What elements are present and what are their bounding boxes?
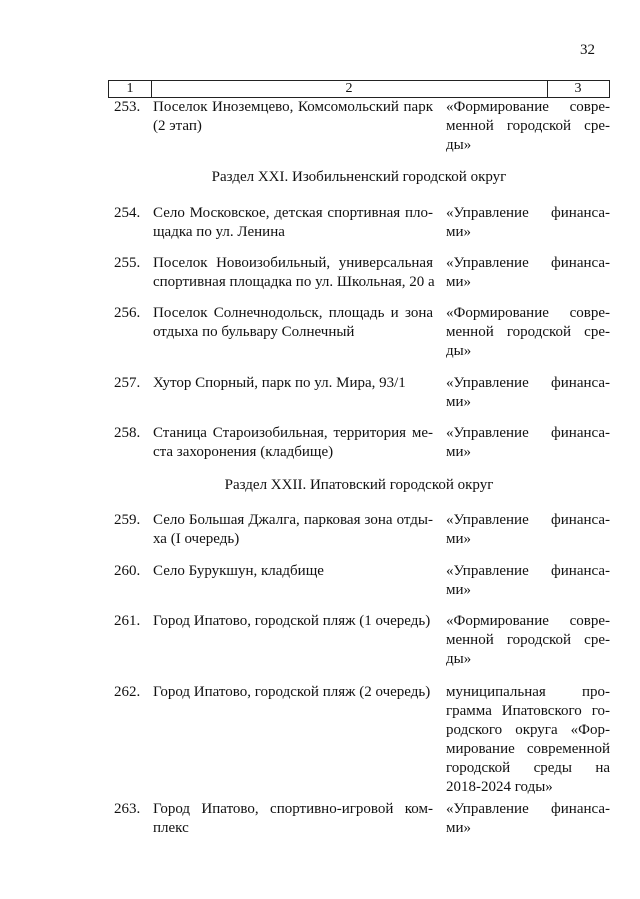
text-line: менной городской сре-: [446, 324, 610, 340]
text-line: «Формирование совре-: [446, 613, 610, 629]
text-line: родского округа «Фор-: [446, 722, 610, 738]
text-line: мирование современной: [446, 741, 610, 757]
text-line: отдыха по бульвару Солнечный: [153, 324, 355, 340]
text-line: ды»: [446, 651, 472, 667]
text-line: ми»: [446, 820, 472, 836]
text-line: «Управление финанса-: [446, 425, 610, 441]
text-line: городской среды на: [446, 760, 610, 776]
text-line: Село Большая Джалга, парковая зона отды-: [153, 512, 433, 528]
row-program: [446, 683, 610, 797]
text-line: Станица Староизобильная, территория ме-: [153, 425, 433, 441]
row-description: [153, 254, 433, 292]
text-line: муниципальная про-: [446, 684, 610, 700]
row-description: [153, 374, 433, 393]
text-line: ха (I очередь): [153, 531, 240, 547]
text-line: «Управление финанса-: [446, 205, 610, 221]
text-line: ды»: [446, 137, 472, 153]
row-program: [446, 612, 610, 669]
row-program: [446, 374, 610, 412]
text-line: «Управление финанса-: [446, 563, 610, 579]
row-number: 255.: [114, 255, 141, 271]
section-title: Раздел XXII. Ипатовский городской округ: [224, 477, 494, 493]
text-line: Село Московское, детская спортивная пло-: [153, 205, 433, 221]
row-program: [446, 204, 610, 242]
row-description: [153, 304, 433, 342]
row-number: 259.: [114, 512, 141, 528]
text-line: Город Ипатово, спортивно-игровой ком-: [153, 801, 433, 817]
text-line: «Управление финанса-: [446, 801, 610, 817]
table-header-row: [108, 80, 610, 98]
text-line: ми»: [446, 394, 472, 410]
text-line: Город Ипатово, городской пляж (1 очередь): [153, 613, 431, 629]
header-cell-2: 2: [151, 81, 548, 97]
row-number: 256.: [114, 305, 141, 321]
text-line: «Управление финанса-: [446, 512, 610, 528]
text-line: ми»: [446, 224, 472, 240]
row-description: [153, 98, 433, 136]
text-line: ми»: [446, 274, 472, 290]
text-line: Поселок Солнечнодольск, площадь и зона: [153, 305, 433, 321]
row-number: 258.: [114, 425, 141, 441]
text-line: Город Ипатово, городской пляж (2 очередь): [153, 684, 431, 700]
row-program: [446, 304, 610, 361]
row-program: [446, 424, 610, 462]
text-line: 2018-2024 годы»: [446, 779, 553, 795]
text-line: менной городской сре-: [446, 632, 610, 648]
text-line: ми»: [446, 444, 472, 460]
page-number: 32: [580, 42, 595, 58]
row-program: [446, 800, 610, 838]
row-description: [153, 612, 433, 631]
text-line: «Управление финанса-: [446, 375, 610, 391]
row-program: [446, 254, 610, 292]
text-line: Поселок Иноземцево, Комсомольский парк: [153, 99, 433, 115]
row-number: 261.: [114, 613, 141, 629]
text-line: «Формирование совре-: [446, 99, 610, 115]
text-line: спортивная площадка по ул. Школьная, 20 а: [153, 274, 435, 290]
row-description: [153, 424, 433, 462]
text-line: «Формирование совре-: [446, 305, 610, 321]
text-line: ми»: [446, 582, 472, 598]
text-line: Поселок Новоизобильный, универсальная: [153, 255, 433, 271]
row-number: 254.: [114, 205, 141, 221]
row-number: 262.: [114, 684, 141, 700]
row-description: [153, 204, 433, 242]
text-line: Хутор Спорный, парк по ул. Мира, 93/1: [153, 375, 406, 391]
text-line: ды»: [446, 343, 472, 359]
row-program: [446, 511, 610, 549]
text-line: грамма Ипатовского го-: [446, 703, 610, 719]
row-description: [153, 683, 433, 702]
row-program: [446, 562, 610, 600]
row-number: 263.: [114, 801, 141, 817]
header-cell-3: 3: [574, 81, 582, 96]
text-line: ста захоронения (кладбище): [153, 444, 334, 460]
section-title: Раздел XXI. Изобильненский городской округ: [211, 169, 507, 185]
row-description: [153, 511, 433, 549]
text-line: (2 этап): [153, 118, 202, 134]
row-description: [153, 800, 433, 838]
row-description: [153, 562, 433, 581]
text-line: ми»: [446, 531, 472, 547]
text-line: плекс: [153, 820, 189, 836]
row-program: [446, 98, 610, 155]
text-line: Село Бурукшун, кладбище: [153, 563, 324, 579]
row-number: 260.: [114, 563, 141, 579]
row-number: 253.: [114, 99, 141, 115]
text-line: щадка по ул. Ленина: [153, 224, 285, 240]
text-line: менной городской сре-: [446, 118, 610, 134]
header-cell-1: 1: [109, 81, 152, 97]
text-line: «Управление финанса-: [446, 255, 610, 271]
row-number: 257.: [114, 375, 141, 391]
